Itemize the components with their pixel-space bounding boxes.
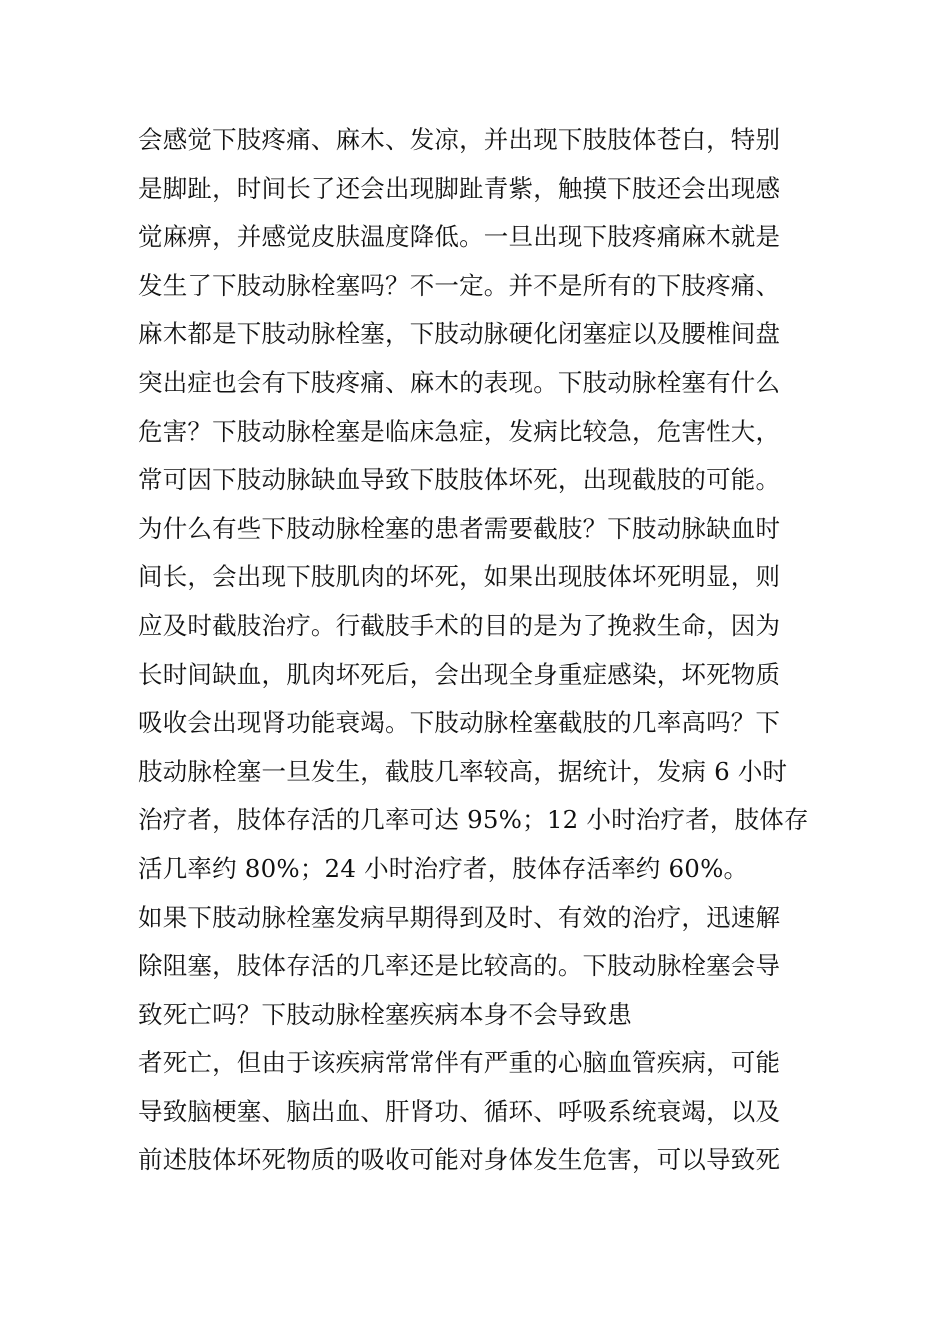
text-line: 肢动脉栓塞一旦发生，截肢几率较高，据统计，发病 6 小时 <box>138 756 788 786</box>
text-line: 突出症也会有下肢疼痛、麻木的表现。下肢动脉栓塞有什么 <box>138 367 781 397</box>
text-line: 为什么有些下肢动脉栓塞的患者需要截肢？下肢动脉缺血时 <box>138 513 781 543</box>
text-line: 致死亡吗？下肢动脉栓塞疾病本身不会导致患 <box>138 999 632 1029</box>
text-line: 活几率约 80%；24 小时治疗者，肢体存活率约 60%。 <box>138 853 749 883</box>
text-line: 麻木都是下肢动脉栓塞，下肢动脉硬化闭塞症以及腰椎间盘 <box>138 319 781 349</box>
text-line: 危害？下肢动脉栓塞是临床急症，发病比较急，危害性大， <box>138 416 781 446</box>
text-line: 吸收会出现肾功能衰竭。下肢动脉栓塞截肢的几率高吗？下 <box>138 708 781 738</box>
text-line: 是脚趾，时间长了还会出现脚趾青紫，触摸下肢还会出现感 <box>138 173 781 203</box>
text-line: 除阻塞，肢体存活的几率还是比较高的。下肢动脉栓塞会导 <box>138 951 781 981</box>
text-line: 如果下肢动脉栓塞发病早期得到及时、有效的治疗，迅速解 <box>138 902 781 932</box>
text-line: 导致脑梗塞、脑出血、肝肾功、循环、呼吸系统衰竭，以及 <box>138 1096 781 1126</box>
body-text <box>138 116 818 1185</box>
text-line: 应及时截肢治疗。行截肢手术的目的是为了挽救生命，因为 <box>138 610 781 640</box>
text-line: 常可因下肢动脉缺血导致下肢肢体坏死，出现截肢的可能。 <box>138 465 781 495</box>
text-line: 会感觉下肢疼痛、麻木、发凉，并出现下肢肢体苍白，特别 <box>138 125 781 154</box>
text-line: 间长，会出现下肢肌肉的坏死，如果出现肢体坏死明显，则 <box>138 562 781 592</box>
text-line: 者死亡，但由于该疾病常常伴有严重的心脑血管疾病，可能 <box>138 1048 781 1078</box>
text-line: 发生了下肢动脉栓塞吗？不一定。并不是所有的下肢疼痛、 <box>138 270 781 300</box>
text-line: 治疗者，肢体存活的几率可达 95%；12 小时治疗者，肢体存 <box>138 805 809 835</box>
text-line: 觉麻痹，并感觉皮肤温度降低。一旦出现下肢疼痛麻木就是 <box>138 222 781 252</box>
text-line: 前述肢体坏死物质的吸收可能对身体发生危害，可以导致死 <box>138 1145 781 1175</box>
text-line: 长时间缺血，肌肉坏死后，会出现全身重症感染，坏死物质 <box>138 659 781 689</box>
